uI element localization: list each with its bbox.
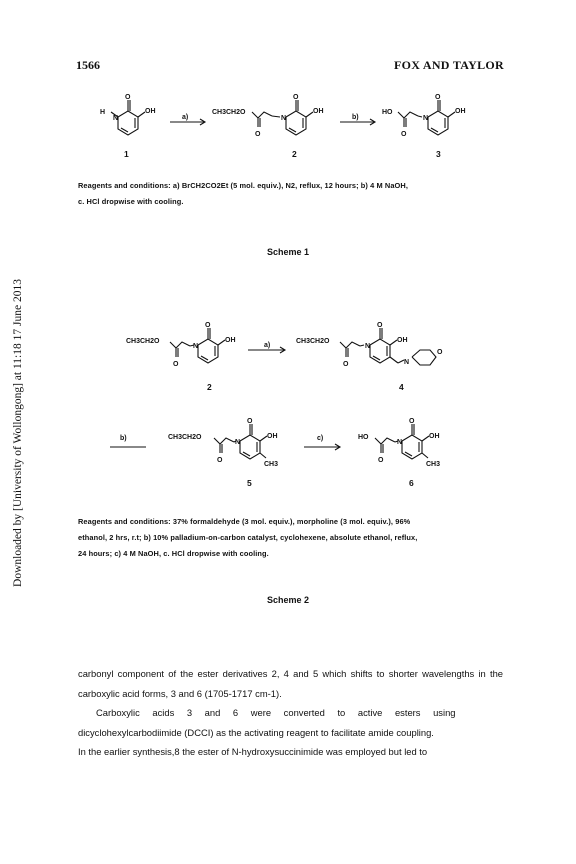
conditions-line: Reagents and conditions: a) BrCH2CO2Et (5 mol. equiv.), N2, reflux, 12 hours; b) 4 M NaOH, bbox=[78, 181, 408, 190]
atom-oh: OH bbox=[455, 108, 466, 115]
atom-o: O bbox=[173, 361, 179, 368]
atom-o: O bbox=[205, 322, 211, 329]
atom-o: O bbox=[125, 94, 131, 101]
compound-number-3: 3 bbox=[436, 149, 441, 159]
atom-n: N bbox=[235, 439, 241, 446]
ester-group-label: CH3CH2O bbox=[126, 338, 160, 345]
running-head: FOX AND TAYLOR bbox=[394, 58, 504, 72]
atom-oh: OH bbox=[429, 433, 440, 440]
compound-number-2: 2 bbox=[292, 149, 297, 159]
atom-oh: OH bbox=[267, 433, 278, 440]
atom-n: N bbox=[281, 115, 287, 122]
atom-o: O bbox=[293, 94, 299, 101]
step-a-label: a) bbox=[264, 342, 271, 349]
atom-o: O bbox=[343, 361, 349, 368]
atom-oh: OH bbox=[145, 108, 156, 115]
atom-n: N bbox=[193, 343, 199, 350]
acid-ho-label: HO bbox=[382, 109, 393, 116]
atom-o: O bbox=[435, 94, 441, 101]
paragraph-line: In the earlier synthesis,8 the ester of N-hydroxysuccinimide was employed but led to bbox=[78, 746, 428, 758]
conditions-line: Reagents and conditions: 37% formaldehyde (3 mol. equiv.), morpholine (3 mol. equiv.), 96% bbox=[78, 517, 411, 526]
atom-oh: OH bbox=[225, 337, 236, 344]
atom-o: O bbox=[247, 418, 253, 425]
atom-n: N bbox=[113, 115, 119, 122]
atom-h: H bbox=[100, 109, 106, 116]
download-notice: Downloaded by [University of Wollongong] at 11:18 17 June 2013 bbox=[12, 279, 24, 587]
atom-o: O bbox=[377, 322, 383, 329]
scheme-2-conditions bbox=[78, 514, 518, 562]
paragraph: carbonyl component of the ester derivatives 2, 4 and 5 which shifts to shorter wavelengths in the carboxylic acid forms, 3 and 6 (1705-1717 cm-1). bbox=[78, 668, 503, 699]
atom-o: O bbox=[401, 131, 407, 138]
conditions-line: 24 hours; c) 4 M NaOH, c. HCl dropwise with cooling. bbox=[78, 549, 269, 558]
scheme-1-caption: Scheme 1 bbox=[266, 247, 310, 257]
conditions-line: c. HCl dropwise with cooling. bbox=[78, 197, 184, 206]
compound-number-6: 6 bbox=[409, 478, 414, 488]
atom-o: O bbox=[255, 131, 261, 138]
atom-n: N bbox=[365, 343, 371, 350]
step-a-label: a) bbox=[182, 114, 189, 121]
atom-oh: OH bbox=[397, 337, 408, 344]
compound-number-2: 2 bbox=[207, 382, 212, 392]
atom-o: O bbox=[217, 457, 223, 464]
compound-number-5: 5 bbox=[247, 478, 252, 488]
body-text bbox=[78, 664, 503, 762]
acid-ho-label: HO bbox=[358, 434, 369, 441]
paragraph-line: dicyclohexylcarbodiimide (DCCI) as the activating reagent to facilitate amide coupling. bbox=[78, 726, 434, 738]
atom-o: O bbox=[378, 457, 384, 464]
atom-oh: OH bbox=[313, 108, 324, 115]
methyl-label: CH3 bbox=[426, 461, 441, 468]
compound-number-1: 1 bbox=[124, 149, 129, 159]
ester-group-label: CH3CH2O bbox=[296, 338, 330, 345]
atom-n: N bbox=[423, 115, 429, 122]
page-number: 1566 bbox=[76, 58, 100, 72]
atom-n: N bbox=[397, 439, 403, 446]
ester-group-label: CH3CH2O bbox=[168, 434, 202, 441]
atom-o: O bbox=[409, 418, 415, 425]
paragraph-line: Carboxylic acids 3 and 6 were converted to active esters using bbox=[96, 707, 456, 719]
step-b-label: b) bbox=[120, 435, 127, 442]
scheme-1-conditions bbox=[78, 178, 508, 210]
compound-number-4: 4 bbox=[399, 382, 404, 392]
morpholine-o: O bbox=[437, 349, 443, 356]
conditions-line: ethanol, 2 hrs, r.t; b) 10% palladium-on-carbon catalyst, cyclohexene, absolute ethanol, reflux, bbox=[78, 533, 418, 542]
step-c-label: c) bbox=[317, 435, 324, 442]
methyl-label: CH3 bbox=[264, 461, 279, 468]
morpholine-n: N bbox=[404, 359, 410, 366]
step-b-label: b) bbox=[352, 114, 359, 121]
scheme-2-caption: Scheme 2 bbox=[266, 595, 310, 605]
ester-group-label: CH3CH2O bbox=[212, 109, 246, 116]
